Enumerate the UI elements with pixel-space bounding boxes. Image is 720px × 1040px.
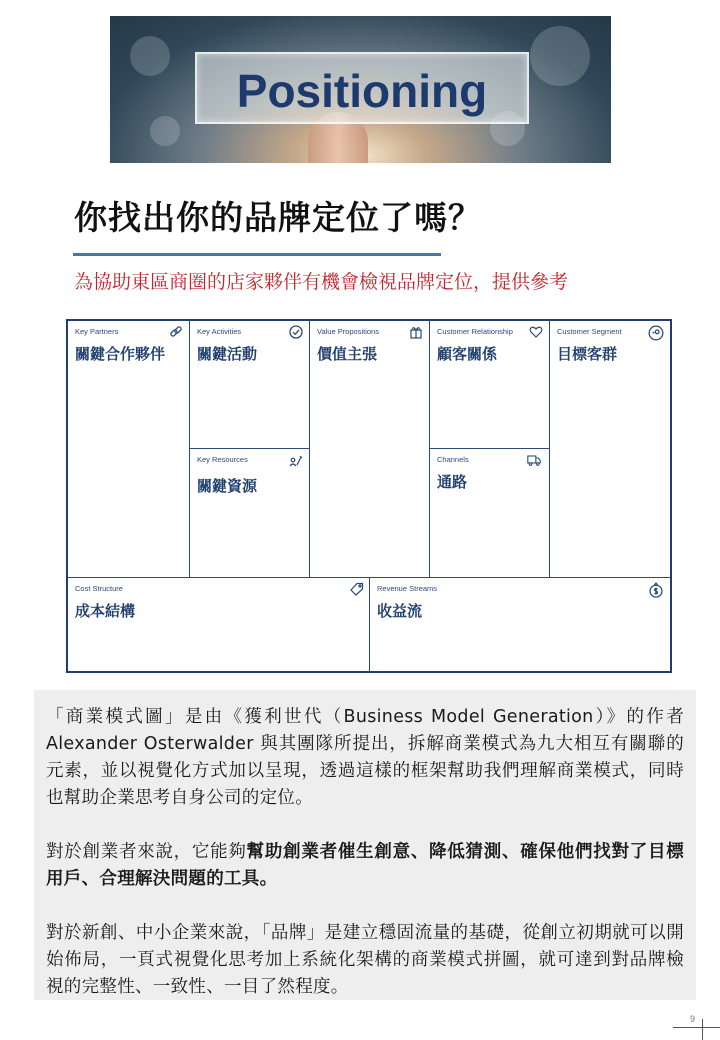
crop-mark [673, 1027, 720, 1028]
cell-key-partners [68, 321, 190, 577]
title-underline [73, 253, 441, 256]
cell-zh-label: 顧客關係 [437, 345, 498, 363]
cell-revenue-streams [370, 577, 670, 673]
cell-value-propositions [310, 321, 430, 577]
page-number: 9 [690, 1014, 696, 1024]
link-icon [169, 325, 183, 339]
cell-zh-label: 關鍵資源 [197, 477, 258, 495]
cell-en-label: Customer Relationship [437, 327, 513, 336]
positioning-sign [195, 52, 529, 124]
cell-zh-label: 收益流 [377, 602, 423, 620]
cell-en-label: Value Propositions [317, 327, 379, 336]
check-circle-icon [289, 325, 303, 339]
money-bag-icon [648, 582, 664, 598]
cell-key-resources [190, 449, 310, 577]
cell-zh-label: 通路 [437, 473, 468, 491]
truck-icon [525, 453, 543, 467]
cell-zh-label: 關鍵活動 [197, 345, 258, 363]
cell-zh-label: 價值主張 [317, 345, 378, 363]
banner-text: Positioning [236, 65, 488, 117]
cell-en-label: Key Partners [75, 327, 119, 336]
paragraph-emphasis: 幫助創業者催生創意、降低猜測、確保他們找對了目標用戶、合理解決問題的工具。 [46, 842, 684, 889]
positioning-banner [110, 16, 611, 163]
cell-cost-structure [68, 577, 370, 673]
business-model-canvas [66, 319, 672, 673]
paragraph-intro: 「商業模式圖」是由《獲利世代（Business Model Generation）》的作者 Alexander Osterwalder 與其團隊所提出，拆解商業模式為九大相互有關聯的元素，並以視覺化方式加以呈現，透過這樣的框架幫助我們理解商業模式，同時也幫助企業思考自身公司的定位。 [46, 707, 684, 808]
worker-icon [289, 453, 303, 467]
bokeh-light [130, 36, 170, 76]
heart-icon [529, 325, 543, 339]
cell-en-label: Key Activities [197, 327, 242, 336]
cell-zh-label: 目標客群 [557, 345, 618, 363]
paragraph-smes: 對於新創、中小企業來說，「品牌」是建立穩固流量的基礎，從創立初期就可以開始佈局，一頁式視覺化思考加上系統化架構的商業模式拼圖，就可達到對品牌檢視的完整性、一致性、一目了然程度。 [46, 923, 684, 997]
bokeh-light [150, 116, 180, 146]
paragraph-text: 對於創業者來說，它能夠 [46, 842, 247, 862]
page-title: 你找出你的品牌定位了嗎？ [74, 198, 482, 237]
cell-zh-label: 成本結構 [75, 602, 136, 620]
cell-en-label: Customer Segment [557, 327, 622, 336]
cell-customer-relationship [430, 321, 550, 449]
page-subtitle: 為協助東區商圈的店家夥伴有機會檢視品牌定位，提供參考 [74, 271, 569, 293]
bokeh-light [530, 26, 590, 86]
cell-en-label: Channels [437, 455, 469, 464]
cell-en-label: Cost Structure [75, 584, 123, 593]
cell-customer-segment [550, 321, 670, 577]
cell-key-activities [190, 321, 310, 449]
cell-en-label: Revenue Streams [377, 584, 438, 593]
user-icon [648, 325, 664, 341]
cell-en-label: Key Resources [197, 455, 248, 464]
cell-channels [430, 449, 550, 577]
gift-icon [409, 325, 423, 339]
cell-zh-label: 關鍵合作夥伴 [75, 345, 166, 363]
explanation-box [34, 690, 696, 1000]
crop-mark [702, 1019, 703, 1040]
paragraph-entrepreneurs [46, 839, 684, 893]
tag-icon [350, 582, 364, 596]
